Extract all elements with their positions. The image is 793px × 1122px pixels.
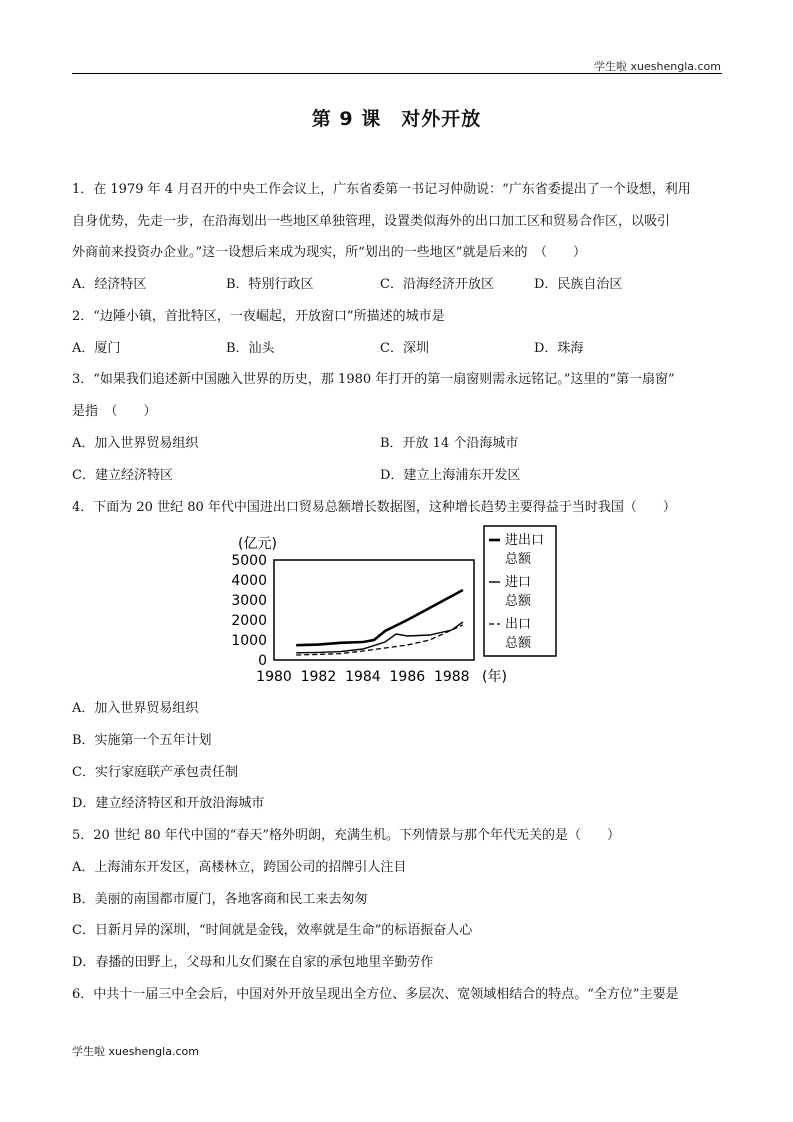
- legend-label: 进口: [505, 575, 532, 590]
- q6-line-1: 6．中共十一届三中全会后，中国对外开放呈现出全方位、多层次、宽领域相结合的特点。“全方位”主要是: [72, 987, 679, 1002]
- y-tick-label: 0: [258, 653, 267, 669]
- q1-option-a: A．经济特区: [72, 277, 147, 292]
- q2-option-d: D．珠海: [534, 341, 584, 356]
- q5-option-c: C．日新月异的深圳，“时间就是金钱，效率就是生命”的标语振奋人心: [72, 923, 473, 938]
- q4-line-1: 4．下面为 20 世纪 80 年代中国进出口贸易总额增长数据图，这种增长趋势主要得益于当时我国（ ）: [72, 500, 676, 515]
- q3-option-a: A．加入世界贸易组织: [72, 436, 199, 451]
- q2-option-c: C．深圳: [380, 341, 429, 356]
- q4-option-c: C．实行家庭联产承包责任制: [72, 765, 238, 780]
- page-title: 第 9 课 对外开放: [311, 108, 482, 130]
- x-tick-label: 1984: [345, 669, 381, 685]
- legend-label: 总额: [505, 636, 532, 651]
- q3-option-c: C．建立经济特区: [72, 468, 173, 483]
- q5-line-1: 5．20 世纪 80 年代中国的“春天”格外明朗，充满生机。下列情景与那个年代无关的是（ ）: [72, 828, 621, 843]
- legend-label: 总额: [505, 594, 532, 609]
- series-line-1: [296, 590, 463, 645]
- legend-label: 进出口: [505, 533, 545, 548]
- y-tick-label: 5000: [231, 553, 267, 569]
- header-site: 学生啦 xueshengla.com: [594, 60, 721, 73]
- q1-line-3: 外商前来投资办企业。”这一设想后来成为现实，所“划出的一些地区”就是后来的 （ ）: [72, 245, 586, 260]
- q1-option-b: B．特别行政区: [226, 277, 314, 292]
- q4-option-a: A．加入世界贸易组织: [72, 701, 199, 716]
- q5-option-d: D．春播的田野上，父母和儿女们聚在自家的承包地里辛勤劳作: [72, 955, 434, 970]
- legend-label: 出口: [505, 617, 532, 632]
- header-divider: [72, 73, 722, 74]
- q3-option-b: B．开放 14 个沿海城市: [380, 436, 519, 451]
- x-tick-label: 1988: [433, 669, 470, 685]
- y-tick-label: 2000: [231, 613, 267, 629]
- y-tick-label: 1000: [231, 633, 267, 649]
- q3-option-d: D．建立上海浦东开发区: [380, 468, 521, 483]
- y-tick-label: 4000: [231, 573, 267, 589]
- series-line-3: [296, 625, 463, 655]
- q2-line-1: 2．“边陲小镇，首批特区，一夜崛起，开放窗口”所描述的城市是: [72, 309, 445, 324]
- y-axis-label: (亿元): [238, 536, 277, 552]
- q4-option-b: B．实施第一个五年计划: [72, 733, 212, 748]
- q4-option-d: D．建立经济特区和开放沿海城市: [72, 796, 265, 811]
- q5-option-a: A．上海浦东开发区，高楼林立，跨国公司的招牌引人注目: [72, 860, 407, 875]
- y-tick-label: 3000: [231, 593, 267, 609]
- q2-option-b: B．汕头: [226, 341, 275, 356]
- x-axis-label: (年): [482, 669, 507, 685]
- footer-site: 学生啦 xueshengla.com: [72, 1045, 199, 1058]
- x-tick-label: 1986: [389, 669, 426, 685]
- legend-label: 总额: [505, 552, 532, 567]
- q5-option-b: B．美丽的南国都市厦门，各地客商和民工来去匆匆: [72, 892, 368, 907]
- q1-option-c: C．沿海经济开放区: [380, 277, 494, 292]
- q2-option-a: A．厦门: [72, 341, 121, 356]
- q1-line-2: 自身优势，先走一步，在沿海划出一些地区单独管理，设置类似海外的出口加工区和贸易合作区，以吸引: [72, 214, 671, 229]
- q1-line-1: 1．在 1979 年 4 月召开的中央工作会议上，广东省委第一书记习仲勋说：“广东省委提出了一个设想，利用: [72, 182, 691, 197]
- q1-option-d: D．民族自治区: [534, 277, 623, 292]
- x-tick-label: 1980: [256, 669, 292, 685]
- q3-line-2: 是指 （ ）: [72, 404, 157, 419]
- q3-line-1: 3．“如果我们追述新中国融入世界的历史，那 1980 年打开的第一扇窗则需永远铭记。”这里的“第一扇窗”: [72, 372, 675, 387]
- x-tick-label: 1982: [300, 669, 337, 685]
- trade-chart: [226, 524, 561, 689]
